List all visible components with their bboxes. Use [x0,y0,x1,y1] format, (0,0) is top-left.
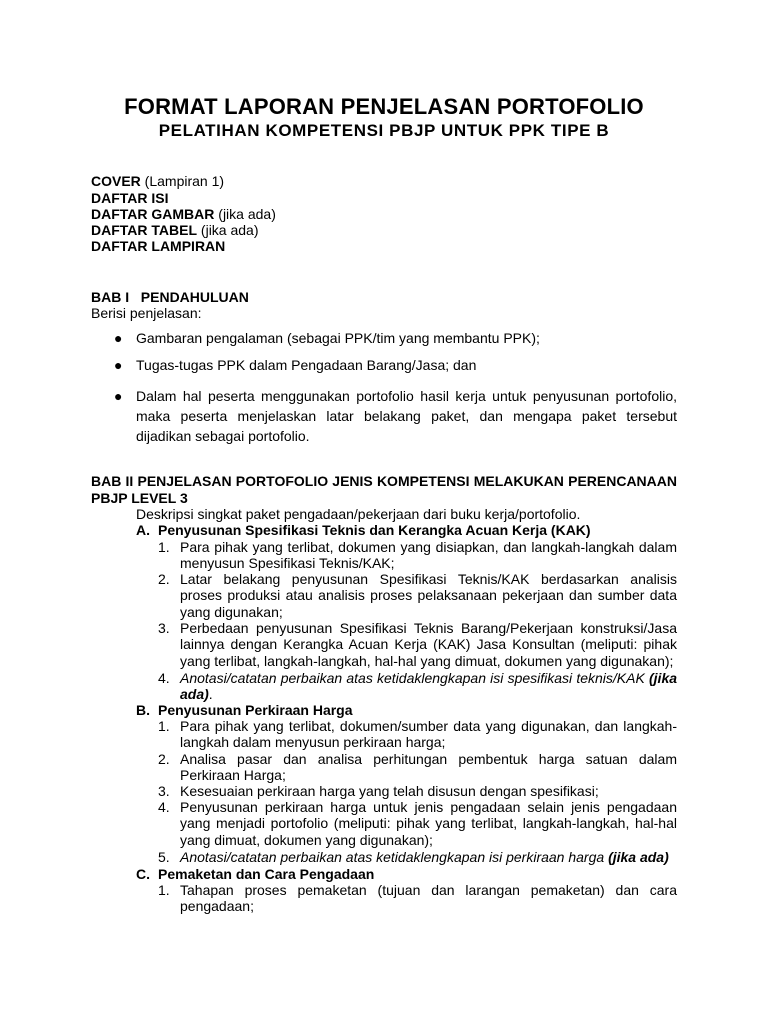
item-number: 1. [158,539,170,555]
front-matter-label: DAFTAR LAMPIRAN [91,238,226,254]
item-number: 3. [158,783,170,799]
item-number: 4. [158,670,170,686]
section-c-heading [136,866,374,882]
document-title: FORMAT LAPORAN PENJELASAN PORTOFOLIO [124,94,644,119]
section-letter: C. [136,866,150,882]
front-matter-label: DAFTAR TABEL [91,222,198,238]
item-text: Anotasi/catatan perbaikan atas ketidaklengkapan isi spesifikasi teknis/KAK [180,670,645,686]
item-text: Kesesuaian perkiraan harga yang telah disusun dengan spesifikasi; [180,783,599,799]
item-note: (jika ada) [608,849,669,865]
item-number: 3. [158,620,170,636]
item-text: Para pihak yang terlibat, dokumen yang disiapkan, dan langkah-langkah dalam menyusun Spesifikasi Teknis/KAK; [180,539,677,572]
front-matter-item-cover [91,173,677,190]
bullet-icon: ● [114,357,123,373]
item-note: (jika ada) [180,670,678,703]
section-title: Pemaketan dan Cara Pengadaan [158,866,375,882]
item-punctuation: . [208,686,213,703]
item-text: Penyusunan perkiraan harga untuk jenis pengadaan selain jenis pengadaan yang menjadi portofolio (meliputi: pihak yang terlibat, langkah-langkah, hal-hal yang dimuat, dokumen yang digunakan); [180,799,677,848]
bullet-text: Dalam hal peserta menggunakan portofolio hasil kerja untuk penyusunan portofolio, maka peserta menjelaskan latar belakang paket, dan mengapa paket tersebut dijadikan sebagai portofolio. [136,388,677,444]
item-number: 5. [158,849,170,865]
item-number: 1. [158,718,170,734]
item-number: 2. [158,571,170,587]
section-letter: A. [136,522,150,538]
item-number: 2. [158,751,170,767]
front-matter-label: DAFTAR ISI [91,190,169,206]
front-matter-note: (jika ada) [214,206,276,222]
front-matter-label: DAFTAR GAMBAR [91,206,215,222]
bullet-text: Gambaran pengalaman (sebagai PPK/tim yang membantu PPK); [136,330,540,346]
bab1-heading: BAB I PENDAHULUAN [91,289,249,305]
bab2-heading: BAB II PENJELASAN PORTOFOLIO JENIS KOMPETENSI MELAKUKAN PERENCANAAN PBJP LEVEL 3 [91,473,677,507]
item-number: 4. [158,799,170,815]
item-text: Latar belakang penyusunan Spesifikasi Teknis/KAK berdasarkan analisis proses produksi atau analisis proses pelaksanaan pekerjaan dan sumber data yang digunakan; [180,571,677,620]
front-matter-note: (Lampiran 1) [140,173,225,189]
bab2-intro: Deskripsi singkat paket pengadaan/pekerjaan dari buku kerja/portofolio. [136,506,581,522]
front-matter-item-daftar-gambar [91,206,677,223]
section-a-heading [136,522,591,538]
item-text: Para pihak yang terlibat, dokumen/sumber data yang digunakan, dan langkah-langkah dalam menyusun perkiraan harga; [180,718,677,751]
bullet-icon: ● [114,388,123,404]
front-matter-item-daftar-isi [91,190,677,207]
front-matter-label: COVER [91,173,141,189]
bullet-icon: ● [114,330,123,346]
front-matter-item-daftar-lampiran [91,238,677,255]
bab1-intro: Berisi penjelasan: [91,305,202,321]
item-text: Tahapan proses pemaketan (tujuan dan larangan pemaketan) dan cara pengadaan; [180,882,677,915]
front-matter-item-daftar-tabel [91,222,677,239]
item-text: Anotasi/catatan perbaikan atas ketidaklengkapan isi perkiraan harga [180,849,605,865]
section-b-heading [136,702,353,718]
section-letter: B. [136,702,150,718]
item-number: 1. [158,882,170,898]
item-text: Analisa pasar dan analisa perhitungan pembentuk harga satuan dalam Perkiraan Harga; [180,751,677,784]
item-text: Perbedaan penyusunan Spesifikasi Teknis Barang/Pekerjaan konstruksi/Jasa lainnya dengan Kerangka Acuan Kerja (KAK) Jasa Konsultan (meliputi: pihak yang terlibat, langkah-langkah, hal-hal yang dimuat, dokumen yang digunakan); [180,620,677,669]
front-matter-note: (jika ada) [197,222,259,238]
bullet-text: Tugas-tugas PPK dalam Pengadaan Barang/Jasa; dan [136,357,477,373]
section-title: Penyusunan Spesifikasi Teknis dan Kerangka Acuan Kerja (KAK) [158,522,591,538]
section-title: Penyusunan Perkiraan Harga [158,702,353,718]
document-subtitle: PELATIHAN KOMPETENSI PBJP UNTUK PPK TIPE B [158,121,610,140]
